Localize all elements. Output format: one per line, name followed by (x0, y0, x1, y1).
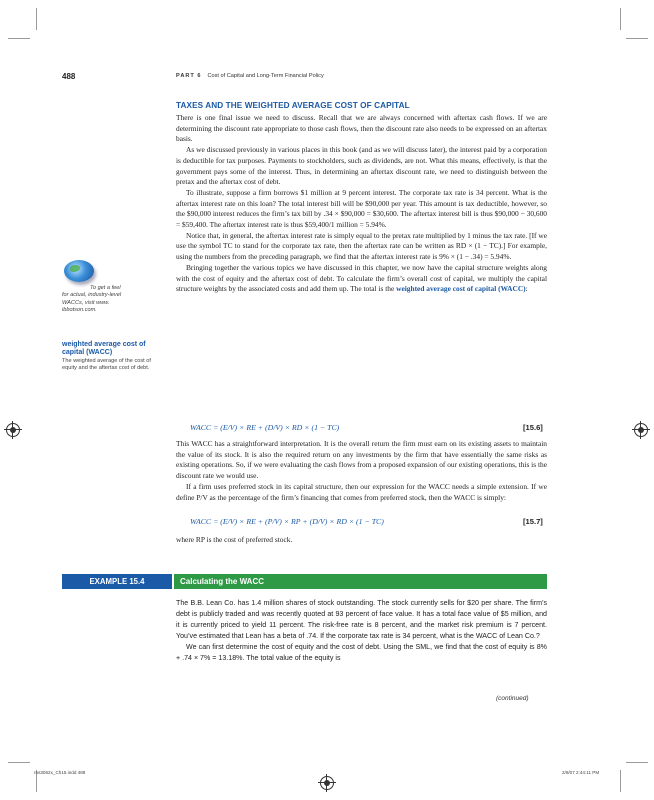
registration-mark-right (634, 423, 648, 437)
example-body (176, 598, 547, 663)
key-term-wacc: weighted average cost of capital (WACC) (396, 284, 526, 294)
crop-mark-top-left-vertical (36, 8, 37, 30)
running-head-title: Cost of Capital and Long-Term Financial Policy (207, 73, 324, 79)
equation-15-6: WACC = (E/V) × RE + (D/V) × RD × (1 − TC) (190, 423, 340, 432)
paragraph-3: To illustrate, suppose a firm borrows $1 million at 9 percent interest. The corporate tax rate is 34 percent. What is the aftertax interest rate on this loan? The total interest bill will be $90,000 per year. This amount is tax deductible, however, so the $90,000 interest reduces the firm’s tax bill by .34 × $90,000 = $30,600. The aftertax interest bill is thus $90,000 − 30,600 = $59,400. The aftertax interest rate is thus $59,400/1 million = 5.94%. (176, 187, 547, 230)
equation-15-6-number: [15.6] (523, 423, 543, 432)
page-number: 488 (62, 72, 76, 81)
body-text-upper (176, 113, 547, 295)
equation-15-7: WACC = (E/V) × RE + (P/V) × RP + (D/V) × RD × (1 − TC) (190, 517, 384, 526)
crop-mark-top-left-horizontal (8, 38, 30, 39)
body-text-middle (176, 439, 547, 503)
paragraph-5 (176, 263, 547, 295)
example-paragraph-2: We can first determine the cost of equity and the cost of debt. Using the SML, we find that the cost of equity is 8% + .74 × 7% = 13.18%. The total value of the equity is (176, 642, 547, 662)
paragraph-1: There is one final issue we need to discuss. Recall that we are always concerned with aftertax cash flows. If we are determining the discount rate appropriate to those cash flows, then the discount rate also needs to be expressed on an aftertax basis. (176, 113, 547, 144)
slug-date: 2/8/07 2:44:11 PM (562, 770, 600, 775)
running-head-part: PART 6 (176, 73, 202, 79)
web-note-line-1: To get a feel (90, 285, 121, 291)
example-label: EXAMPLE 15.4 (62, 574, 172, 589)
crop-mark-bottom-right-horizontal (626, 762, 648, 763)
equation-15-7-number: [15.7] (523, 517, 543, 526)
web-globe-icon (64, 260, 94, 282)
continued-note: (continued) (496, 695, 529, 702)
section-heading: TAXES AND THE WEIGHTED AVERAGE COST OF CAPITAL (176, 101, 410, 110)
registration-mark-bottom (320, 776, 334, 790)
body-text-lower (176, 535, 547, 546)
crop-mark-bottom-right-vertical (620, 770, 621, 792)
registration-mark-left (6, 423, 20, 437)
paragraph-7: If a firm uses preferred stock in its capital structure, then our expression for the WACC needs a simple extension. If we define P/V as the percentage of the firm’s financing that comes from preferred stock, then the WACC is simply: (176, 481, 547, 502)
example-title: Calculating the WACC (174, 574, 547, 589)
paragraph-4: Notice that, in general, the aftertax interest rate is simply equal to the pretax rate multiplied by 1 minus the tax rate. [If we use the symbol TC to stand for the corporate tax rate, then the aftertax rate can be written as RD × (1 − TC).] For example, using the numbers from the preceding paragraph, we find that the aftertax interest rate is 9% × (1 − .34) = 5.94%. (176, 230, 547, 262)
example-header (62, 574, 547, 589)
paragraph-6: This WACC has a straightforward interpretation. It is the overall return the firm must earn on its existing assets to maintain the value of its stock. It is also the required return on any investments by the firm that have essentially the same risks as existing operations. So, if we were evaluating the cash flows from a proposed expansion of our existing operations, this is the discount rate we would use. (176, 439, 547, 481)
web-note-line-3: WACCs, visit www. (62, 299, 110, 306)
crop-mark-bottom-left-horizontal (8, 762, 30, 763)
crop-mark-top-right-vertical (620, 8, 621, 30)
web-note-line-2: for actual, industry-level (62, 292, 122, 299)
margin-term: weighted average cost of capital (WACC) (62, 341, 146, 356)
web-note-link[interactable]: ibbotson.com. (62, 307, 97, 314)
margin-term-definition: The weighted average of the cost of equity and the aftertax cost of debt. (62, 358, 151, 371)
paragraph-2: As we discussed previously in various places in this book (and as we will discuss later), the interest paid by a corporation is deductible for tax purposes. Payments to stockholders, such as dividends, are not. What this means, effectively, is that the government pays some of the interest. Thus, in determining an aftertax discount rate, we need to distinguish between the pretax and the aftertax cost of debt. (176, 145, 547, 187)
paragraph-8: where RP is the cost of preferred stock. (176, 535, 293, 544)
paragraph-5-text: Bringing together the various topics we have discussed in this chapter, we now have the capital structure weights along with the cost of equity and the aftertax cost of debt. To calculate the firm’s overall cost of capital, we multiply the capital structure weights by the associated costs and add them up. The total is the (176, 262, 547, 294)
running-head (176, 73, 324, 79)
web-note (62, 285, 166, 315)
example-paragraph-1: The B.B. Lean Co. has 1.4 million shares of stock outstanding. The stock currently sells for $20 per share. The firm’s debt is publicly traded and was recently quoted at 93 percent of face value. It has a total face value of $5 million, and it is currently priced to yield 11 percent. The risk-free rate is 8 percent, and the market risk premium is 7 percent. You’ve estimated that Lean has a beta of .74. If the corporate tax rate is 34 percent, what is the WACC of Lean Co.? (176, 599, 547, 640)
crop-mark-top-right-horizontal (626, 38, 648, 39)
paragraph-5-end: : (525, 284, 528, 294)
slug-file: ros3062x_Ch15.indd 488 (34, 770, 86, 775)
